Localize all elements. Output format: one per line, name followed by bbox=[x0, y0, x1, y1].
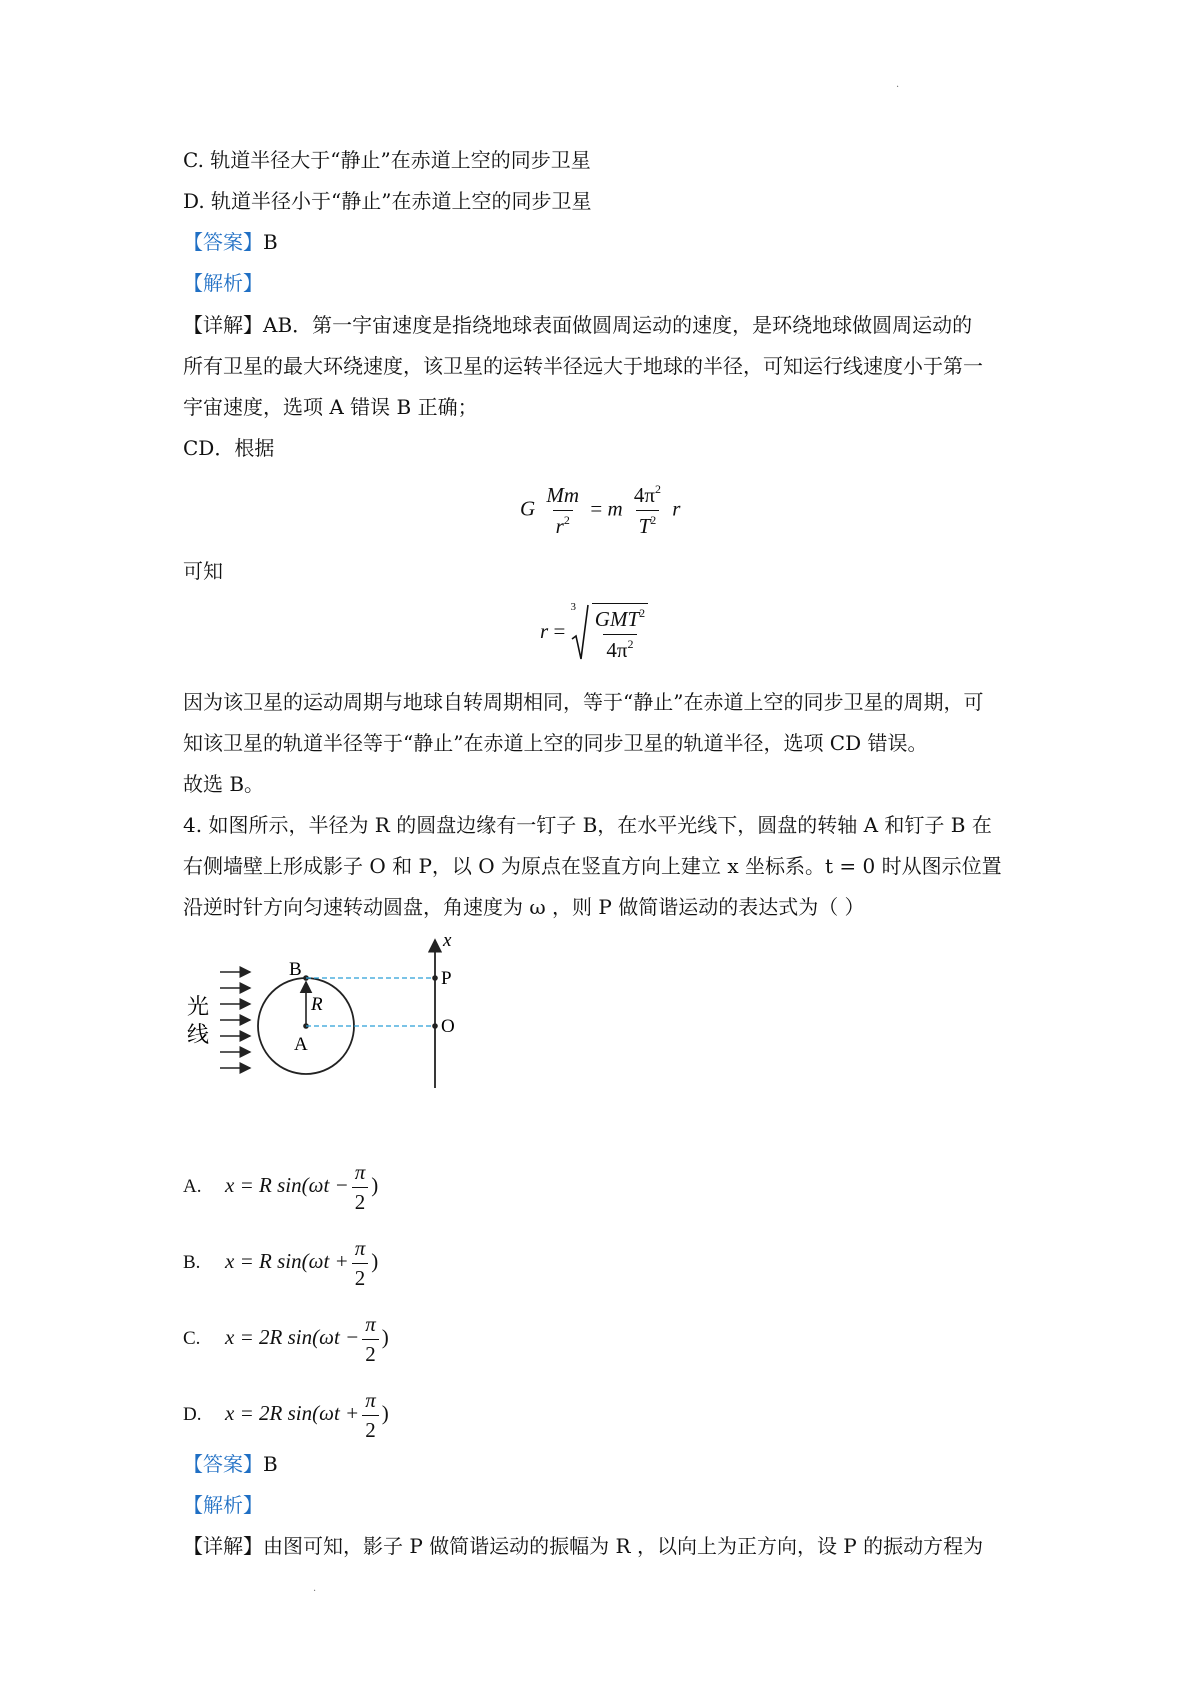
label-o: O bbox=[441, 1016, 455, 1037]
option-b-post: ) bbox=[371, 1249, 379, 1274]
formula1-den2-exp: 2 bbox=[650, 513, 657, 527]
formula-radius bbox=[540, 603, 651, 663]
light-label-2: 线 bbox=[187, 1023, 210, 1048]
option-d-text: D. 轨道半径小于“静止”在赤道上空的同步卫星 bbox=[183, 189, 592, 213]
detail-line-5: 可知 bbox=[183, 559, 223, 583]
formula2-lhs: r bbox=[540, 618, 549, 643]
formula2-eq: = bbox=[553, 618, 566, 643]
analysis-tag-2: 【解析】 bbox=[183, 1493, 263, 1517]
label-b: B bbox=[289, 959, 302, 980]
detail-line-2: 所有卫星的最大环绕速度，该卫星的运转半径远大于地球的半径，可知运行线速度小于第一 bbox=[183, 354, 983, 378]
answer-value-2: B bbox=[263, 1452, 278, 1476]
option-c-num: π bbox=[365, 1312, 376, 1336]
label-a: A bbox=[294, 1034, 308, 1055]
option-c-label: C. bbox=[183, 1328, 201, 1350]
shadow-point-o bbox=[432, 1023, 438, 1029]
light-label-1: 光 bbox=[187, 995, 210, 1020]
detail-line-1 bbox=[183, 311, 972, 339]
option-d-label: D. bbox=[183, 1404, 202, 1426]
option-d-pre: x = 2R sin(ωt + bbox=[225, 1401, 360, 1426]
detail-tag-2: 【详解】 bbox=[183, 1534, 263, 1558]
formula2-root-index: 3 bbox=[570, 601, 577, 613]
option-d-post: ) bbox=[381, 1401, 389, 1426]
answer-tag: 【答案】 bbox=[183, 230, 263, 254]
detail-line-3: 宇宙速度，选项 A 错误 B 正确； bbox=[183, 395, 478, 419]
formula2-root bbox=[571, 603, 652, 663]
label-r: R bbox=[311, 994, 323, 1015]
question4-line-1: 4. 如图所示，半径为 R 的圆盘边缘有一钉子 B，在水平光线下，圆盘的转轴 A 和钉子 B 在 bbox=[183, 813, 992, 837]
scan-dot-bottom: · bbox=[313, 1586, 317, 1597]
formula2-num-exp: 2 bbox=[639, 606, 646, 620]
formula1-r: r bbox=[672, 496, 681, 521]
option-c-text: C. 轨道半径大于“静止”在赤道上空的同步卫星 bbox=[183, 148, 591, 172]
formula1-den-exp: 2 bbox=[563, 512, 570, 527]
detail-line-7: 知该卫星的轨道半径等于“静止”在赤道上空的同步卫星的轨道半径，选项 CD 错误。 bbox=[183, 731, 928, 755]
option-a-label: A. bbox=[183, 1176, 202, 1198]
formula1-G: G bbox=[520, 496, 536, 521]
option-c-pre: x = 2R sin(ωt − bbox=[225, 1325, 360, 1350]
answer-line-1 bbox=[183, 228, 278, 256]
label-x: x bbox=[443, 930, 452, 951]
option-b-pre: x = R sin(ωt + bbox=[225, 1249, 349, 1274]
label-p: P bbox=[441, 968, 452, 989]
formula1-frac1 bbox=[543, 483, 582, 539]
shadow-point-p bbox=[432, 975, 438, 981]
answer-value: B bbox=[263, 230, 278, 254]
option-a-pre: x = R sin(ωt − bbox=[225, 1173, 349, 1198]
question4-line-2: 右侧墙壁上形成影子 O 和 P，以 O 为原点在竖直方向上建立 x 坐标系。t = 0 时从图示位置 bbox=[183, 854, 1002, 878]
scan-dot: · bbox=[896, 82, 900, 93]
formula1-num: Mm bbox=[546, 482, 580, 507]
option-a-den: 2 bbox=[352, 1187, 369, 1215]
formula1-den2: T bbox=[638, 514, 651, 538]
formula2-den: 4π bbox=[606, 638, 628, 662]
formula1-num2: 4π bbox=[633, 483, 655, 507]
answer-tag-2: 【答案】 bbox=[183, 1452, 263, 1476]
option-c-den: 2 bbox=[362, 1339, 379, 1367]
disc-shadow-figure bbox=[180, 930, 480, 1090]
option-a-post: ) bbox=[371, 1173, 379, 1198]
light-rays bbox=[220, 972, 250, 1068]
formula1-num2-exp: 2 bbox=[654, 482, 661, 496]
detail-tag: 【详解】 bbox=[183, 313, 263, 337]
detail-text-2: 由图可知，影子 P 做简谐运动的振幅为 R ，以向上为正方向，设 P 的振动方程为 bbox=[263, 1534, 984, 1558]
formula-gravitation bbox=[520, 482, 680, 539]
option-c-post: ) bbox=[381, 1325, 389, 1350]
option-a bbox=[183, 1160, 378, 1215]
option-b bbox=[183, 1236, 378, 1291]
option-b-label: B. bbox=[183, 1252, 201, 1274]
answer-line-2 bbox=[183, 1450, 278, 1478]
option-b-den: 2 bbox=[352, 1263, 369, 1291]
formula1-den: r bbox=[555, 513, 564, 538]
detail-line-9 bbox=[183, 1532, 983, 1560]
question4-line-3: 沿逆时针方向匀速转动圆盘，角速度为 ω ，则 P 做简谐运动的表达式为（ ） bbox=[183, 895, 865, 919]
formula1-eq: = bbox=[590, 496, 603, 521]
option-c bbox=[183, 1312, 389, 1367]
detail-line-6: 因为该卫星的运动周期与地球自转周期相同，等于“静止”在赤道上空的同步卫星的周期，可 bbox=[183, 690, 984, 714]
formula2-num: GMT bbox=[594, 607, 640, 631]
option-d-num: π bbox=[365, 1388, 376, 1412]
formula2-den-exp: 2 bbox=[627, 637, 634, 651]
detail-line-8: 故选 B。 bbox=[183, 772, 265, 796]
analysis-tag: 【解析】 bbox=[183, 271, 263, 295]
formula1-frac2 bbox=[631, 482, 664, 539]
formula1-m: m bbox=[607, 496, 623, 521]
detail-line-4: CD．根据 bbox=[183, 436, 275, 460]
detail-text: AB．第一宇宙速度是指绕地球表面做圆周运动的速度，是环绕地球做圆周运动的 bbox=[263, 313, 973, 337]
option-b-num: π bbox=[354, 1236, 366, 1260]
option-d bbox=[183, 1388, 389, 1443]
formula2-frac bbox=[592, 603, 648, 663]
option-a-num: π bbox=[354, 1160, 366, 1184]
option-d-den: 2 bbox=[362, 1415, 379, 1443]
